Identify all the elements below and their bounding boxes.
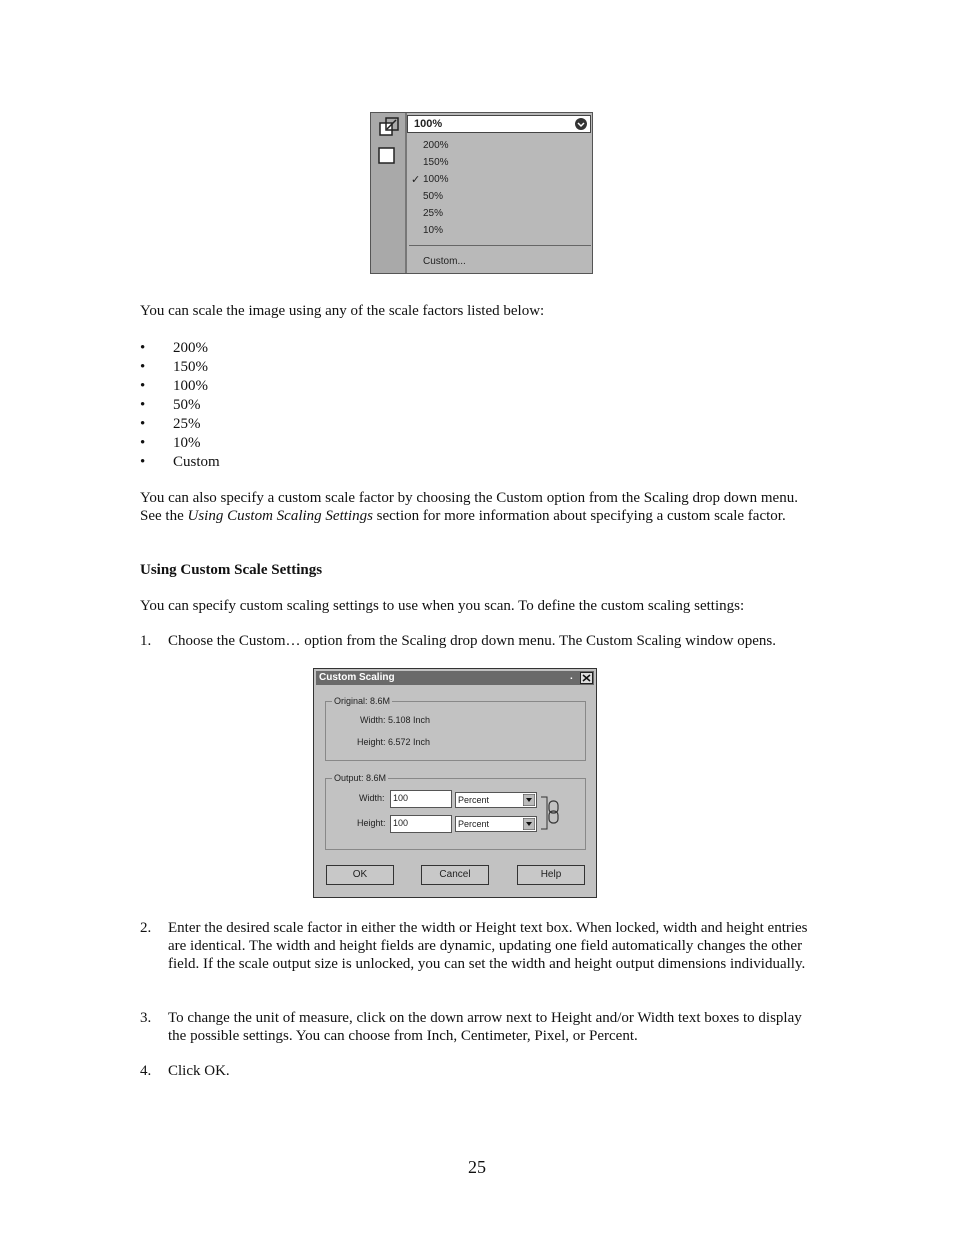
section-reference: Using Custom Scaling Settings	[187, 508, 373, 524]
dialog-title-bar	[316, 671, 594, 685]
custom-paragraph: You can also specify a custom scale factor by choosing the Custom option from the Scaling drop down menu. See the Using Custom Scaling Settings section for more information about specifying a custom scale factor.	[140, 490, 798, 524]
output-label: Output: 8.6M	[334, 773, 387, 783]
custom-scaling-dialog	[313, 668, 597, 898]
scaling-dropdown[interactable]	[407, 115, 591, 133]
width-unit-select[interactable]: Percent	[455, 792, 537, 808]
step-3: 3. To change the unit of measure, click on the down arrow next to Height and/or Width text boxes to display the possible settings. You can choose from Inch, Centimeter, Pixel, or Percent.	[140, 1010, 802, 1044]
menu-item-200[interactable]: 200%	[423, 140, 449, 151]
width-label: Width:	[359, 793, 385, 803]
step-2: 2. Enter the desired scale factor in either the width or Height text box. When locked, width and height entries are identical. The width and height fields are dynamic, updating one field automatically changes the other field. If the scale output size is unlocked, you can set the width and height output dimensions individually.	[140, 920, 808, 972]
chevron-down-icon[interactable]	[523, 818, 535, 830]
height-label: Height:	[357, 818, 386, 828]
original-height: Height: 6.572 Inch	[357, 737, 431, 747]
height-input[interactable]: 100	[390, 815, 452, 833]
page-number: 25	[468, 1157, 486, 1177]
toolbar-strip	[371, 113, 407, 273]
menu-item-10[interactable]: 10%	[423, 225, 444, 236]
chain-lock-icon[interactable]	[540, 791, 562, 835]
menu-item-50[interactable]: 50%	[423, 191, 444, 202]
scaling-tool-icon[interactable]	[379, 117, 399, 137]
cancel-button[interactable]: Cancel	[421, 865, 489, 885]
check-mark-icon: ✓	[411, 174, 421, 186]
scaling-selected-value: 100%	[414, 118, 443, 130]
menu-item-custom[interactable]: Custom...	[423, 256, 466, 267]
step-1: 1. Choose the Custom… option from the Scaling drop down menu. The Custom Scaling window opens.	[140, 633, 777, 649]
intro-paragraph: You can scale the image using any of the scale factors listed below:	[140, 303, 545, 319]
menu-item-25[interactable]: 25%	[423, 208, 444, 219]
dialog-title: Custom Scaling	[319, 672, 395, 683]
chevron-down-icon[interactable]	[523, 794, 535, 806]
menu-item-100[interactable]: 100%	[423, 174, 449, 185]
width-input[interactable]: 100	[390, 790, 452, 808]
original-width: Width: 5.108 Inch	[360, 715, 431, 725]
dropdown-arrow-icon[interactable]	[574, 117, 588, 131]
original-label: Original: 8.6M	[334, 696, 391, 706]
scaling-menu-screenshot	[370, 112, 593, 274]
menu-item-150[interactable]: 150%	[423, 157, 449, 168]
section-heading: Using Custom Scale Settings	[140, 562, 323, 578]
step-4: 4. Click OK.	[140, 1063, 230, 1079]
help-dot-icon: .	[570, 671, 573, 682]
checkbox-icon[interactable]	[378, 147, 396, 165]
ok-button[interactable]: OK	[326, 865, 394, 885]
original-group	[325, 701, 586, 761]
menu-divider	[409, 245, 591, 246]
help-button[interactable]: Help	[517, 865, 585, 885]
define-paragraph: You can specify custom scaling settings to use when you scan. To define the custom scaling settings:	[140, 598, 745, 614]
height-unit-select[interactable]: Percent	[455, 816, 537, 832]
close-icon[interactable]	[580, 672, 593, 684]
